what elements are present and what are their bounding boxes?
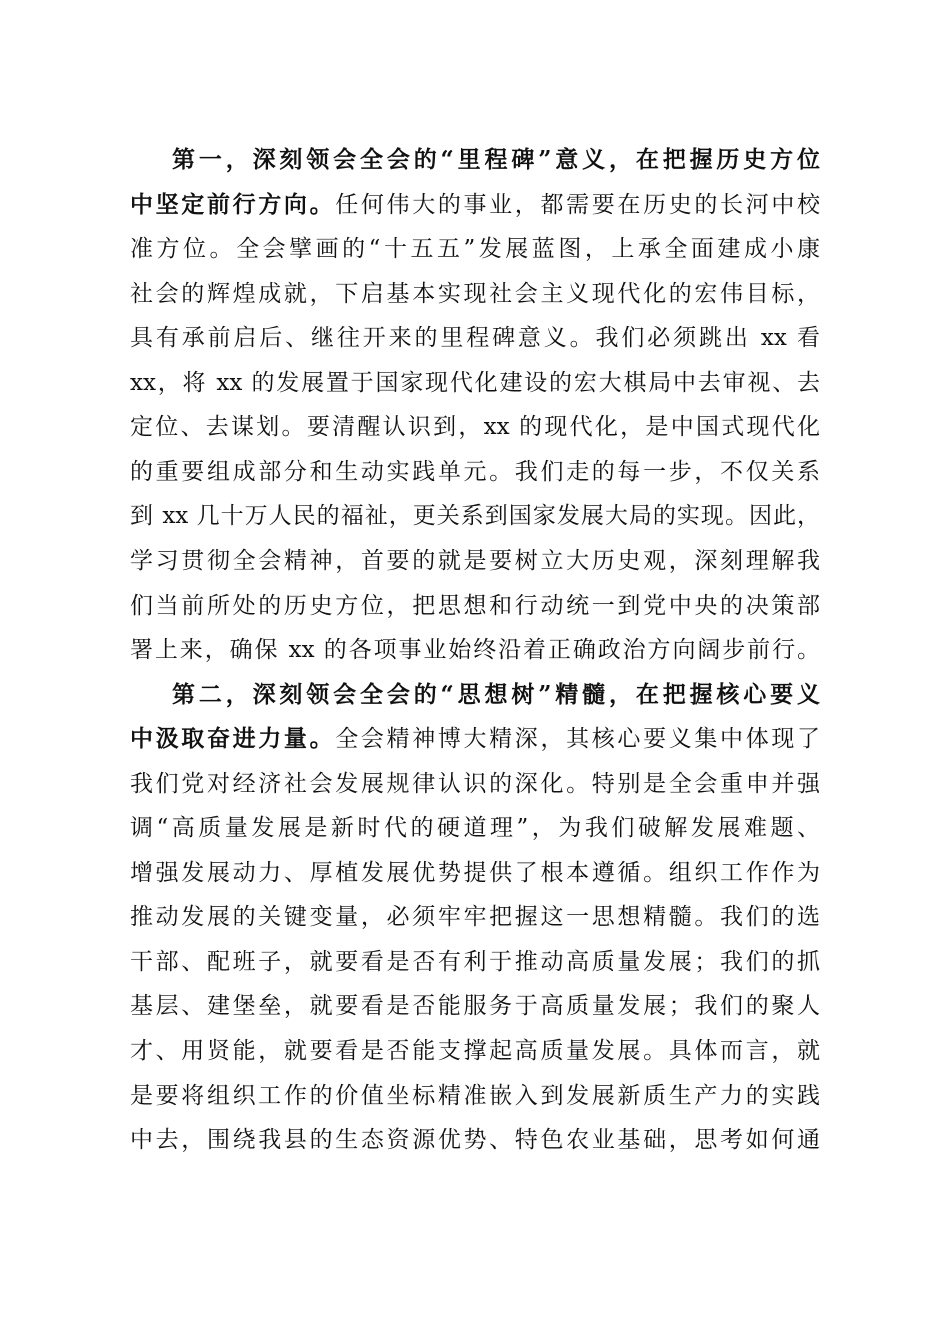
paragraph-1-line <box>130 272 820 316</box>
body-text: 准方位。全会擘画的“十五五”发展蓝图，上承全面建成小康 <box>130 236 820 263</box>
paragraph-1-line <box>130 584 820 628</box>
paragraph-2-line <box>130 984 820 1028</box>
body-text: 署上来，确保 xx 的各项事业始终沿着正确政治方向阔步前行。 <box>130 637 820 664</box>
paragraph-1-line <box>130 494 820 538</box>
paragraph-2-line <box>130 940 820 984</box>
bold-heading-text: 中坚定前行方向。 <box>130 190 336 218</box>
body-text: 中去，围绕我县的生态资源优势、特色农业基础，思考如何通 <box>130 1127 820 1154</box>
paragraph-2-line <box>130 762 820 806</box>
body-text: 社会的辉煌成就，下启基本实现社会主义现代化的宏伟目标， <box>130 280 820 307</box>
paragraph-2-line <box>130 1029 820 1073</box>
body-text: 干部、配班子，就要看是否有利于推动高质量发展；我们的抓 <box>130 948 820 975</box>
body-text: 任何伟大的事业，都需要在历史的长河中校 <box>335 191 821 218</box>
paragraph-2-line <box>130 1074 820 1118</box>
bold-heading-text: 第一，深刻领会全会的“里程碑”意义，在把握历史方位 <box>172 146 820 173</box>
body-text: 增强发展动力、厚植发展优势提供了根本遵循。组织工作作为 <box>130 859 820 886</box>
body-text: 的重要组成部分和生动实践单元。我们走的每一步，不仅关系 <box>130 458 820 485</box>
body-text: 定位、去谋划。要清醒认识到，xx 的现代化，是中国式现代化 <box>130 414 820 441</box>
bold-heading-text: 第二，深刻领会全会的“思想树”精髓，在把握核心要义 <box>172 680 820 708</box>
paragraph-2-line <box>130 717 820 761</box>
body-text: 我们党对经济社会发展规律认识的深化。特别是全会重申并强 <box>130 770 820 797</box>
body-text: 是要将组织工作的价值坐标精准嵌入到发展新质生产力的实践 <box>130 1082 820 1109</box>
paragraph-1-line <box>130 539 820 583</box>
body-text: 才、用贤能，就要看是否能支撑起高质量发展。具体而言，就 <box>130 1038 820 1064</box>
paragraph-1-line <box>130 227 820 271</box>
paragraph-1-line <box>130 183 820 227</box>
body-text: 推动发展的关键变量，必须牢牢把握这一思想精髓。我们的选 <box>130 904 820 931</box>
paragraph-1-line <box>130 316 820 360</box>
body-text: 全会精神博大精深，其核心要义集中体现了 <box>335 726 821 753</box>
paragraph-1-line <box>172 138 820 182</box>
body-text: 到 xx 几十万人民的福祉，更关系到国家发展大局的实现。因此， <box>130 503 820 530</box>
paragraph-2-line <box>130 806 820 850</box>
paragraph-2-line <box>130 1118 820 1162</box>
body-text: xx，将 xx 的发展置于国家现代化建设的宏大棋局中去审视、去 <box>130 369 820 396</box>
bold-heading-text: 中汲取奋进力量。 <box>130 725 336 753</box>
body-text: 基层、建堡垒，就要看是否能服务于高质量发展；我们的聚人 <box>130 993 820 1020</box>
paragraph-2-line <box>130 895 820 939</box>
body-text: 们当前所处的历史方位，把思想和行动统一到党中央的决策部 <box>130 592 820 619</box>
paragraph-2-line <box>172 673 820 717</box>
body-text: 调“高质量发展是新时代的硬道理”，为我们破解发展难题、 <box>130 815 820 842</box>
paragraph-1-line <box>130 405 820 449</box>
body-text: 学习贯彻全会精神，首要的就是要树立大历史观，深刻理解我 <box>130 547 820 574</box>
paragraph-1-line <box>130 450 820 494</box>
paragraph-2-line <box>130 851 820 895</box>
body-text: 具有承前启后、继往开来的里程碑意义。我们必须跳出 xx 看 <box>130 325 820 352</box>
paragraph-1-line <box>130 628 820 672</box>
paragraph-1-line <box>130 361 820 405</box>
